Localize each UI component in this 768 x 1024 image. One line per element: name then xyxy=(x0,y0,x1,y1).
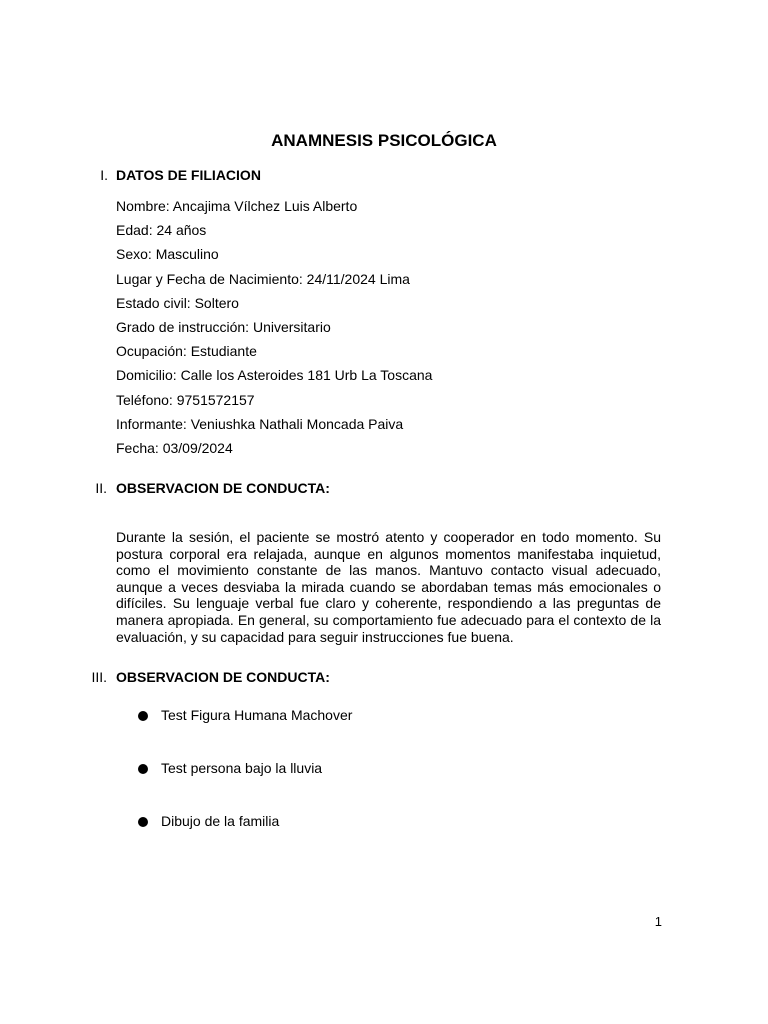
field-fecha: Fecha: 03/09/2024 xyxy=(116,439,233,456)
bullet-icon xyxy=(138,764,148,774)
section-number: III. xyxy=(91,669,107,685)
document-title: ANAMNESIS PSICOLÓGICA xyxy=(271,131,497,150)
test-name: Dibujo de la familia xyxy=(161,813,280,829)
page-number: 1 xyxy=(654,914,662,929)
field-nacimiento: Lugar y Fecha de Nacimiento: 24/11/2024 Lima xyxy=(116,270,410,287)
test-name: Test persona bajo la lluvia xyxy=(161,760,323,776)
section-title: DATOS DE FILIACION xyxy=(116,167,261,183)
section-title: OBSERVACION DE CONDUCTA: xyxy=(116,669,330,685)
bullet-icon xyxy=(138,817,148,827)
field-domicilio: Domicilio: Calle los Asteroides 181 Urb La Toscana xyxy=(116,367,433,384)
field-edad: Edad: 24 años xyxy=(116,222,207,239)
section-number: I. xyxy=(100,167,108,183)
field-nombre: Nombre: Ancajima Vílchez Luis Alberto xyxy=(116,198,358,214)
bullet-icon xyxy=(138,711,148,721)
field-informante: Informante: Veniushka Nathali Moncada Paiva xyxy=(116,415,404,432)
field-grado-instruccion: Grado de instrucción: Universitario xyxy=(116,318,331,335)
field-telefono: Teléfono: 9751572157 xyxy=(116,391,255,408)
observation-paragraph: Durante la sesión, el paciente se mostró atento y cooperador en todo momento. Su postura corporal era relajada, aunque en algunos momentos manifestaba inquietud, como el movimiento constante de las manos. Mantuvo contacto visual adecuado, aunque a veces desviaba la mirada cuando se abordaban temas más emocionales o difíciles. Su lenguaje verbal fue claro y coherente, respondiendo a las preguntas de manera apropiada. En general, su comportamiento fue adecuado para el contexto de la evaluación, y su capacidad para seguir instrucciones fue buena. xyxy=(116,529,661,645)
section-title: OBSERVACION DE CONDUCTA: xyxy=(116,480,330,496)
field-estado-civil: Estado civil: Soltero xyxy=(116,294,239,311)
field-ocupacion: Ocupación: Estudiante xyxy=(116,343,257,360)
section-number: II. xyxy=(95,480,107,496)
field-sexo: Sexo: Masculino xyxy=(116,246,219,263)
test-name: Test Figura Humana Machover xyxy=(161,707,353,723)
personal-data-list xyxy=(116,198,432,464)
